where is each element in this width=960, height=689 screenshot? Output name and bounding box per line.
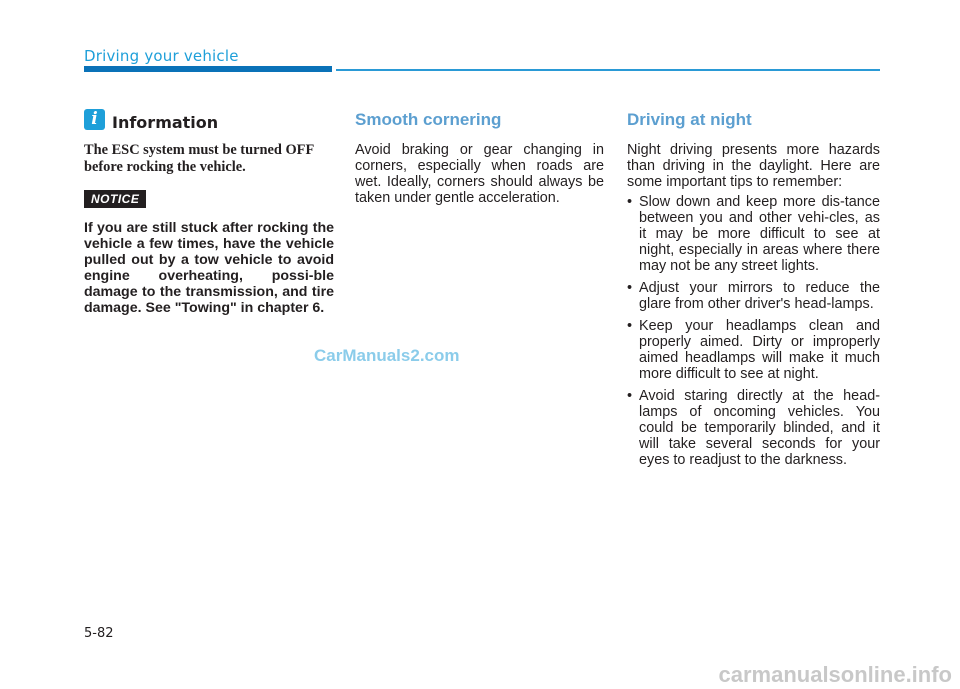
information-title: Information [112,112,219,132]
night-tip: • Avoid staring directly at the head-lamps of oncoming vehicles. You could be temporarily blinded, and it will take several seconds for your eyes to readjust to the darkness. [627,388,880,468]
information-header [84,110,334,134]
night-tip: • Slow down and keep more dis-tance between you and other vehi-cles, as it may be more difficult to see at night, especially in areas where there may not be any street lights. [627,194,880,274]
night-tip: • Keep your headlamps clean and properly aimed. Dirty or improperly aimed headlamps will make it much more difficult to see at night. [627,318,880,382]
driving-at-night-title: Driving at night [627,110,752,129]
page-number: 5-82 [84,626,114,641]
column-right [627,110,880,474]
night-tip: • Adjust your mirrors to reduce the glare from other driver's head-lamps. [627,280,880,312]
information-text: The ESC system must be turned OFF before rocking the vehicle. [84,142,314,175]
smooth-cornering-title: Smooth cornering [355,110,502,129]
header-bar-dark [84,66,332,72]
section-header: Driving your vehicle [84,47,239,65]
smooth-cornering-text: Avoid braking or gear changing in corners, especially when roads are wet. Ideally, corners should always be taken under gentle acceleration. [355,142,604,206]
watermark-text: CarManuals2.com [314,346,460,365]
column-left [84,110,334,316]
notice-badge: NOTICE [84,190,146,208]
column-middle [355,110,604,206]
header-bar-light [336,69,880,71]
notice-text: If you are still stuck after rocking the vehicle a few times, have the vehicle pulled out by a tow vehicle to avoid engine overheating, possi-ble damage to the transmission, and tire damage. See "Towing" in chapter 6. [84,220,334,316]
footer-watermark: carmanualsonline.info [718,662,952,687]
night-tips-list [627,194,880,468]
driving-at-night-intro: Night driving presents more hazards than driving in the daylight. Here are some important tips to remember: [627,142,880,190]
info-i-icon: i [84,109,105,130]
